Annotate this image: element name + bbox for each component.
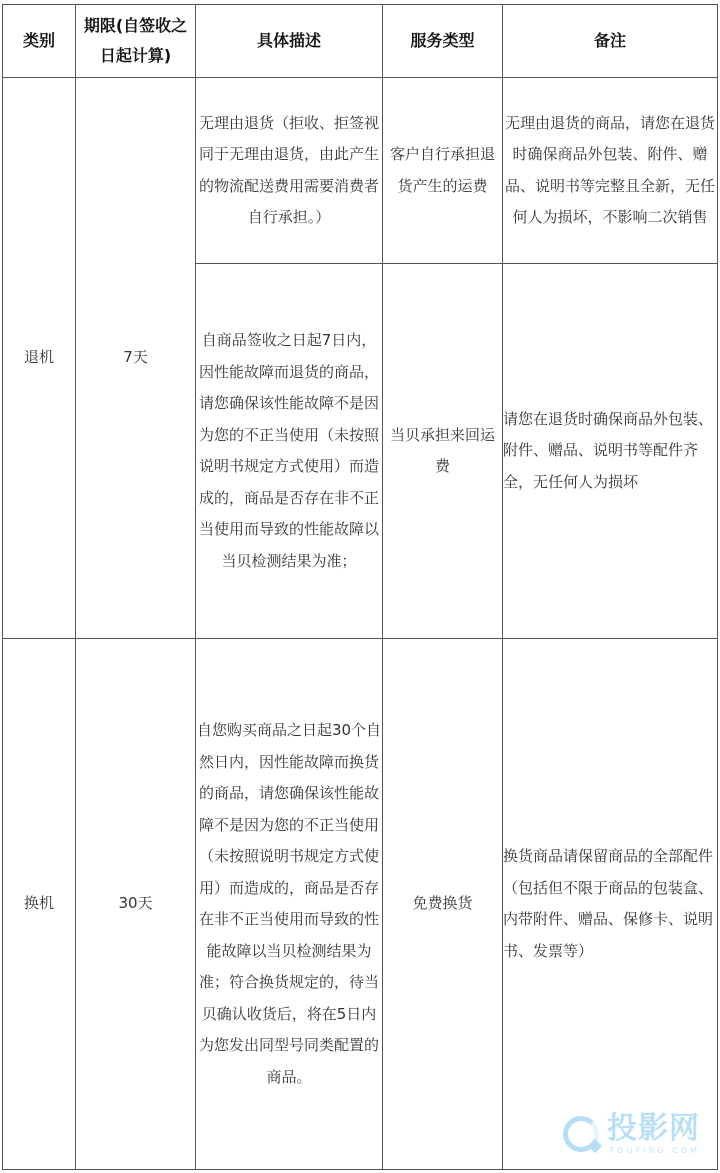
site-watermark xyxy=(563,1112,700,1155)
header-description: 具体描述 xyxy=(196,5,383,78)
cell-description: 无理由退货（拒收、拒签视同于无理由退货，由此产生的物流配送费用需要消费者自行承担。） xyxy=(196,78,383,264)
watermark-subtext: TOUYING.COM xyxy=(609,1146,700,1155)
watermark-logo-icon xyxy=(563,1116,599,1152)
cell-description: 自您购买商品之日起30个自然日内，因性能故障而换货的商品，请您确保该性能故障不是因为您的不正当使用（未按照说明书规定方式使用）而造成的，商品是否存在非不正当使用而导致的性能故障以当贝检测结果为准；符合换货规定的，待当贝确认收货后，将在5日内为您发出同型号同类配置的商品。 xyxy=(196,639,383,1170)
cell-category: 退机 xyxy=(3,78,76,639)
header-note: 备注 xyxy=(503,5,718,78)
cell-note: 请您在退货时确保商品外包装、附件、赠品、说明书等配件齐全，无任何人为损坏 xyxy=(503,264,718,639)
cell-service-type: 免费换货 xyxy=(383,639,503,1170)
header-category: 类别 xyxy=(3,5,76,78)
header-service-type: 服务类型 xyxy=(383,5,503,78)
cell-note: 换货商品请保留商品的全部配件（包括但不限于商品的包装盒、内带附件、赠品、保修卡、说明书、发票等） xyxy=(503,639,718,1170)
cell-description: 自商品签收之日起7日内，因性能故障而退货的商品，请您确保该性能故障不是因为您的不正当使用（未按照说明书规定方式使用）而造成的，商品是否存在非不正当使用而导致的性能故障以当贝检测结果为准； xyxy=(196,264,383,639)
cell-service-type: 当贝承担来回运费 xyxy=(383,264,503,639)
cell-category: 换机 xyxy=(3,639,76,1170)
table-row xyxy=(3,78,718,264)
table-header-row xyxy=(3,5,718,78)
cell-period: 30天 xyxy=(76,639,196,1170)
cell-service-type: 客户自行承担退货产生的运费 xyxy=(383,78,503,264)
after-sales-policy-table xyxy=(2,4,718,1170)
cell-note: 无理由退货的商品，请您在退货时确保商品外包装、附件、赠品、说明书等完整且全新，无任何人为损坏，不影响二次销售 xyxy=(503,78,718,264)
watermark-text: 投影网 xyxy=(607,1111,700,1146)
cell-period: 7天 xyxy=(76,78,196,639)
header-period: 期限(自签收之日起计算) xyxy=(76,5,196,78)
table-row xyxy=(3,639,718,1170)
